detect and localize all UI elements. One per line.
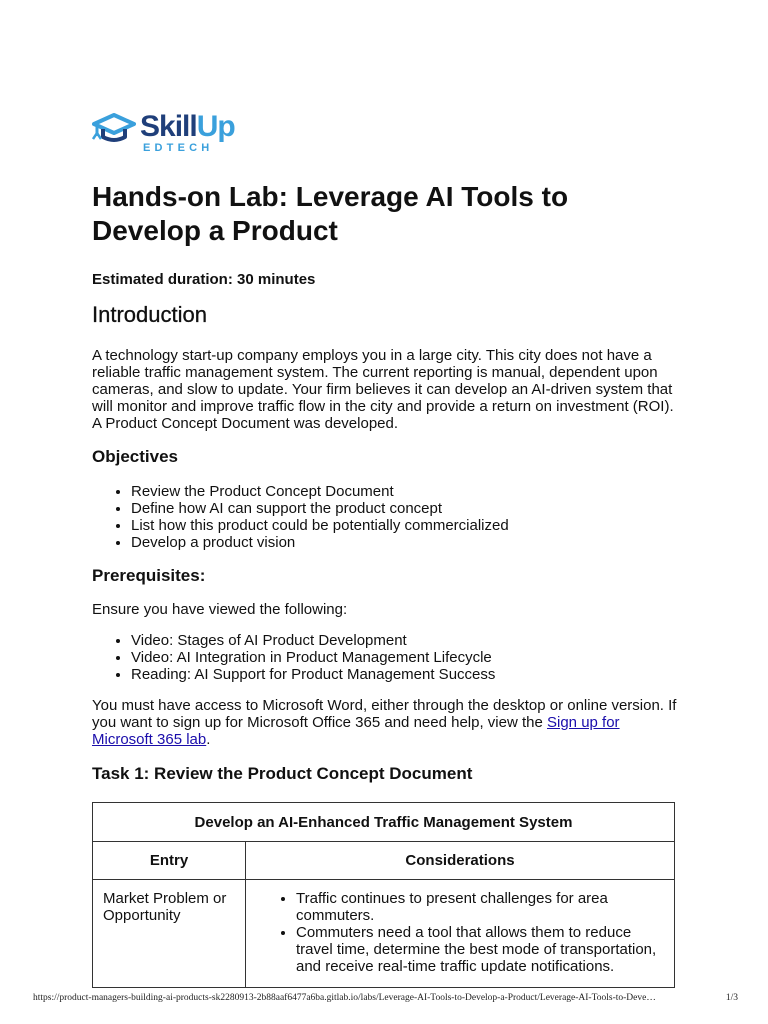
list-item: • Video: AI Integration in Product Management Lifecycle xyxy=(131,649,682,666)
page-number: 1/3 xyxy=(725,993,738,1003)
list-item: • Commuters need a tool that allows them to reduce travel time, determine the best mode of transportation, and receive real-time traffic update notifications. xyxy=(296,924,664,975)
column-header-entry: Entry xyxy=(93,842,246,880)
list-item: • Define how AI can support the product concept xyxy=(131,500,682,517)
skillup-logo xyxy=(92,112,682,158)
objectives-list xyxy=(92,483,682,551)
objectives-heading: Objectives xyxy=(92,447,178,466)
introduction-text: A technology start-up company employs you in a large city. This city does not have a reliable traffic management system. The current reporting is manual, dependent upon cameras, and slow to update. Your firm believes it can develop an AI-driven system that will monitor and improve traffic flow in the city and provide a return on investment (ROI). A Product Concept Document was developed. xyxy=(92,347,674,432)
access-text: You must have access to Microsoft Word, either through the desktop or online version. If you want to sign up for Microsoft Office 365 and need help, view the xyxy=(92,697,677,731)
column-header-considerations: Considerations xyxy=(246,842,675,880)
entry-cell: Market Problem or Opportunity xyxy=(93,880,246,988)
list-item: • Review the Product Concept Document xyxy=(131,483,682,500)
prerequisites-heading: Prerequisites: xyxy=(92,566,206,585)
print-footer-url: https://product-managers-building-ai-products-sk2280913-2b88aaf6477a6ba.gitlab.io/labs/Leverage-AI-Tools-to-Develop-a-Product/Leverage-AI-Tools-to-Deve… xyxy=(33,993,656,1003)
graduation-cap-icon xyxy=(92,112,136,146)
access-paragraph xyxy=(92,697,682,748)
prerequisites-intro: Ensure you have viewed the following: xyxy=(92,601,348,618)
page-title: Hands-on Lab: Leverage AI Tools to Develop a Product xyxy=(92,181,569,246)
considerations-cell xyxy=(246,880,675,988)
product-concept-table xyxy=(92,802,675,988)
task1-heading: Task 1: Review the Product Concept Document xyxy=(92,764,473,783)
prerequisites-list xyxy=(92,632,682,683)
access-text-end: . xyxy=(206,731,211,748)
logo-subtitle: EDTECH xyxy=(143,142,214,154)
sign-up-microsoft-365-link[interactable]: Sign up for Microsoft 365 lab xyxy=(92,714,620,748)
list-item: • Traffic continues to present challenges for area commuters. xyxy=(296,890,664,924)
list-item: • Video: Stages of AI Product Development xyxy=(131,632,682,649)
list-item: • List how this product could be potentially commercialized xyxy=(131,517,682,534)
logo-brand-skill: Skill xyxy=(140,110,197,143)
logo-brand-up: Up xyxy=(196,110,235,143)
lab-content xyxy=(92,112,682,988)
table-title: Develop an AI-Enhanced Traffic Management System xyxy=(93,803,675,842)
introduction-heading: Introduction xyxy=(92,302,207,327)
list-item: • Develop a product vision xyxy=(131,534,682,551)
table-row xyxy=(93,880,675,988)
estimated-duration: Estimated duration: 30 minutes xyxy=(92,271,316,288)
list-item: • Reading: AI Support for Product Management Success xyxy=(131,666,682,683)
